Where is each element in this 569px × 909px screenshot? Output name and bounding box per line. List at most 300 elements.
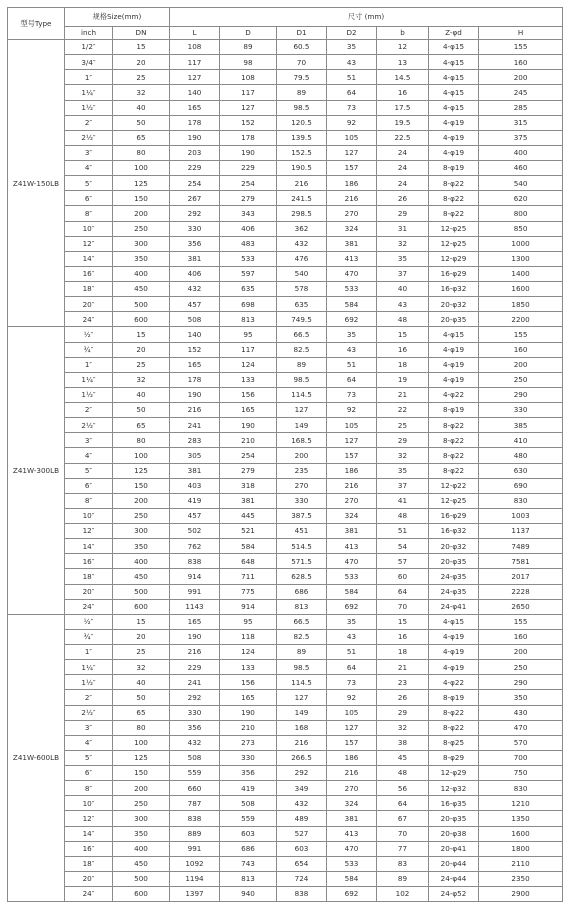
cell-inch: 5″: [65, 750, 113, 765]
cell-z-d: 16-φ32: [429, 524, 479, 539]
table-row: [8, 781, 563, 796]
table-row: [8, 750, 563, 765]
cell-d2: 64: [327, 372, 377, 387]
col-header-inch: inch: [65, 27, 113, 40]
cell-d: 229: [220, 161, 277, 176]
cell-dn: 500: [113, 871, 170, 886]
cell-dn: 150: [113, 766, 170, 781]
cell-d2: 105: [327, 130, 377, 145]
cell-d: 686: [220, 841, 277, 856]
cell-d: 165: [220, 690, 277, 705]
cell-b: 102: [377, 887, 429, 902]
cell-d1: 349: [277, 781, 327, 796]
cell-dn: 450: [113, 569, 170, 584]
cell-z-d: 24-φ35: [429, 584, 479, 599]
cell-b: 17.5: [377, 100, 429, 115]
cell-z-d: 8-φ22: [429, 206, 479, 221]
cell-l: 203: [170, 145, 220, 160]
cell-d: 273: [220, 735, 277, 750]
cell-l: 838: [170, 554, 220, 569]
cell-dn: 350: [113, 539, 170, 554]
cell-d2: 105: [327, 705, 377, 720]
cell-inch: ½″: [65, 327, 113, 342]
cell-h: 850: [479, 221, 563, 236]
cell-d1: 270: [277, 478, 327, 493]
cell-dn: 125: [113, 176, 170, 191]
table-row: [8, 221, 563, 236]
cell-d1: 686: [277, 584, 327, 599]
cell-d1: 120.5: [277, 115, 327, 130]
table-row: [8, 70, 563, 85]
cell-l: 457: [170, 297, 220, 312]
cell-d: 190: [220, 145, 277, 160]
table-row: [8, 811, 563, 826]
cell-d2: 533: [327, 569, 377, 584]
model-cell: Z41W-150LB: [8, 40, 65, 327]
table-row: [8, 599, 563, 614]
cell-d1: 216: [277, 735, 327, 750]
cell-h: 155: [479, 614, 563, 629]
cell-b: 83: [377, 856, 429, 871]
cell-z-d: 24-φ52: [429, 887, 479, 902]
cell-d: 279: [220, 191, 277, 206]
cell-z-d: 4-φ15: [429, 327, 479, 342]
cell-z-d: 4-φ19: [429, 130, 479, 145]
cell-dn: 500: [113, 584, 170, 599]
cell-inch: 3/4″: [65, 55, 113, 70]
cell-d1: 241.5: [277, 191, 327, 206]
cell-d2: 470: [327, 841, 377, 856]
cell-dn: 150: [113, 478, 170, 493]
cell-h: 750: [479, 766, 563, 781]
cell-d2: 381: [327, 811, 377, 826]
table-row: [8, 539, 563, 554]
cell-b: 43: [377, 297, 429, 312]
cell-dn: 15: [113, 40, 170, 55]
cell-z-d: 4-φ19: [429, 645, 479, 660]
cell-dn: 40: [113, 387, 170, 402]
cell-z-d: 8-φ22: [429, 418, 479, 433]
cell-dn: 300: [113, 524, 170, 539]
cell-b: 16: [377, 85, 429, 100]
table-row: [8, 720, 563, 735]
cell-d: 533: [220, 251, 277, 266]
cell-h: 290: [479, 387, 563, 402]
cell-dn: 32: [113, 660, 170, 675]
cell-dn: 400: [113, 841, 170, 856]
cell-l: 178: [170, 115, 220, 130]
cell-d: 813: [220, 871, 277, 886]
cell-h: 1210: [479, 796, 563, 811]
cell-b: 54: [377, 539, 429, 554]
cell-h: 630: [479, 463, 563, 478]
cell-b: 24: [377, 176, 429, 191]
cell-inch: 5″: [65, 463, 113, 478]
cell-d: 330: [220, 750, 277, 765]
table-row: [8, 448, 563, 463]
cell-d2: 64: [327, 85, 377, 100]
cell-dn: 350: [113, 826, 170, 841]
cell-b: 60: [377, 569, 429, 584]
cell-dn: 25: [113, 357, 170, 372]
cell-z-d: 8-φ22: [429, 720, 479, 735]
cell-z-d: 8-φ22: [429, 191, 479, 206]
cell-inch: ¾″: [65, 342, 113, 357]
cell-z-d: 20-φ44: [429, 856, 479, 871]
cell-dn: 65: [113, 418, 170, 433]
cell-dn: 50: [113, 115, 170, 130]
table-row: [8, 130, 563, 145]
cell-dn: 100: [113, 448, 170, 463]
table-row: [8, 705, 563, 720]
cell-dn: 400: [113, 554, 170, 569]
cell-d1: 578: [277, 282, 327, 297]
cell-dn: 100: [113, 161, 170, 176]
cell-d: 381: [220, 493, 277, 508]
cell-h: 540: [479, 176, 563, 191]
cell-d1: 432: [277, 796, 327, 811]
cell-d: 210: [220, 720, 277, 735]
cell-l: 406: [170, 266, 220, 281]
cell-h: 480: [479, 448, 563, 463]
cell-h: 2017: [479, 569, 563, 584]
table-row: [8, 690, 563, 705]
cell-l: 140: [170, 327, 220, 342]
cell-d2: 51: [327, 645, 377, 660]
cell-b: 35: [377, 463, 429, 478]
cell-b: 70: [377, 826, 429, 841]
cell-dn: 200: [113, 206, 170, 221]
cell-dn: 200: [113, 781, 170, 796]
cell-b: 29: [377, 206, 429, 221]
cell-d1: 190.5: [277, 161, 327, 176]
cell-l: 216: [170, 403, 220, 418]
cell-inch: 20″: [65, 584, 113, 599]
cell-dn: 32: [113, 372, 170, 387]
cell-inch: 1″: [65, 645, 113, 660]
cell-inch: 1¼″: [65, 660, 113, 675]
cell-dn: 450: [113, 282, 170, 297]
cell-z-d: 20-φ32: [429, 539, 479, 554]
cell-b: 22: [377, 403, 429, 418]
table-row: [8, 660, 563, 675]
cell-z-d: 8-φ22: [429, 176, 479, 191]
cell-l: 356: [170, 720, 220, 735]
table-row: [8, 478, 563, 493]
cell-h: 285: [479, 100, 563, 115]
cell-d1: 149: [277, 705, 327, 720]
cell-d2: 584: [327, 584, 377, 599]
cell-d2: 584: [327, 297, 377, 312]
cell-d1: 149: [277, 418, 327, 433]
col-header-z-d: Z-φd: [429, 27, 479, 40]
cell-d2: 584: [327, 871, 377, 886]
cell-z-d: 16-φ29: [429, 266, 479, 281]
cell-dn: 20: [113, 629, 170, 644]
cell-z-d: 4-φ19: [429, 342, 479, 357]
cell-l: 267: [170, 191, 220, 206]
cell-l: 254: [170, 176, 220, 191]
cell-dn: 65: [113, 705, 170, 720]
size-header: 规格Size(mm): [65, 8, 170, 27]
cell-h: 385: [479, 418, 563, 433]
table-row: [8, 508, 563, 523]
cell-b: 12: [377, 40, 429, 55]
cell-inch: 5″: [65, 176, 113, 191]
table-row: [8, 614, 563, 629]
cell-inch: 8″: [65, 781, 113, 796]
cell-l: 762: [170, 539, 220, 554]
cell-z-d: 8-φ19: [429, 161, 479, 176]
col-header-d2: D2: [327, 27, 377, 40]
cell-inch: 2½″: [65, 418, 113, 433]
table-row: [8, 403, 563, 418]
cell-b: 37: [377, 266, 429, 281]
cell-d: 210: [220, 433, 277, 448]
cell-d2: 105: [327, 418, 377, 433]
cell-l: 419: [170, 493, 220, 508]
cell-d: 254: [220, 448, 277, 463]
cell-h: 200: [479, 645, 563, 660]
cell-d: 603: [220, 826, 277, 841]
cell-d1: 266.5: [277, 750, 327, 765]
cell-d1: 362: [277, 221, 327, 236]
cell-l: 229: [170, 161, 220, 176]
cell-l: 502: [170, 524, 220, 539]
cell-d1: 60.5: [277, 40, 327, 55]
cell-z-d: 4-φ15: [429, 614, 479, 629]
cell-z-d: 24-φ35: [429, 569, 479, 584]
cell-h: 250: [479, 372, 563, 387]
cell-d1: 152.5: [277, 145, 327, 160]
cell-h: 245: [479, 85, 563, 100]
cell-z-d: 4-φ15: [429, 55, 479, 70]
cell-l: 1143: [170, 599, 220, 614]
cell-d: 190: [220, 705, 277, 720]
cell-l: 283: [170, 433, 220, 448]
cell-inch: 8″: [65, 206, 113, 221]
cell-dn: 250: [113, 796, 170, 811]
cell-h: 400: [479, 145, 563, 160]
cell-z-d: 12-φ22: [429, 478, 479, 493]
cell-z-d: 4-φ19: [429, 660, 479, 675]
cell-z-d: 4-φ19: [429, 629, 479, 644]
table-row: [8, 675, 563, 690]
cell-h: 160: [479, 342, 563, 357]
cell-d: 95: [220, 614, 277, 629]
cell-l: 178: [170, 372, 220, 387]
cell-b: 70: [377, 599, 429, 614]
cell-d2: 692: [327, 887, 377, 902]
cell-dn: 250: [113, 221, 170, 236]
cell-b: 24: [377, 161, 429, 176]
cell-h: 1600: [479, 282, 563, 297]
cell-b: 57: [377, 554, 429, 569]
cell-inch: 14″: [65, 826, 113, 841]
table-row: [8, 372, 563, 387]
cell-b: 77: [377, 841, 429, 856]
table-row: [8, 327, 563, 342]
cell-b: 23: [377, 675, 429, 690]
cell-b: 64: [377, 584, 429, 599]
cell-d1: 82.5: [277, 342, 327, 357]
cell-dn: 32: [113, 85, 170, 100]
cell-inch: 1½″: [65, 675, 113, 690]
cell-d1: 139.5: [277, 130, 327, 145]
cell-l: 559: [170, 766, 220, 781]
cell-l: 356: [170, 236, 220, 251]
cell-inch: 3″: [65, 433, 113, 448]
cell-h: 1137: [479, 524, 563, 539]
cell-d1: 89: [277, 645, 327, 660]
cell-l: 190: [170, 629, 220, 644]
cell-d1: 168.5: [277, 433, 327, 448]
col-header-d: D: [220, 27, 277, 40]
cell-d2: 92: [327, 690, 377, 705]
cell-inch: 16″: [65, 841, 113, 856]
cell-d2: 157: [327, 735, 377, 750]
cell-d2: 157: [327, 161, 377, 176]
cell-inch: 1/2″: [65, 40, 113, 55]
cell-z-d: 20-φ38: [429, 826, 479, 841]
cell-d: 133: [220, 372, 277, 387]
cell-b: 45: [377, 750, 429, 765]
cell-d1: 432: [277, 236, 327, 251]
cell-l: 991: [170, 584, 220, 599]
cell-d: 597: [220, 266, 277, 281]
cell-inch: 24″: [65, 599, 113, 614]
cell-inch: 2½″: [65, 130, 113, 145]
cell-l: 140: [170, 85, 220, 100]
cell-h: 290: [479, 675, 563, 690]
table-row: [8, 312, 563, 327]
cell-dn: 50: [113, 403, 170, 418]
cell-d1: 527: [277, 826, 327, 841]
cell-z-d: 4-φ19: [429, 145, 479, 160]
cell-d: 775: [220, 584, 277, 599]
cell-z-d: 12-φ25: [429, 236, 479, 251]
table-row: [8, 145, 563, 160]
cell-dn: 50: [113, 690, 170, 705]
model-cell: Z41W-600LB: [8, 614, 65, 901]
table-row: [8, 40, 563, 55]
cell-d: 89: [220, 40, 277, 55]
cell-d2: 324: [327, 221, 377, 236]
cell-d: 445: [220, 508, 277, 523]
cell-d: 108: [220, 70, 277, 85]
cell-d: 406: [220, 221, 277, 236]
cell-d1: 82.5: [277, 629, 327, 644]
cell-inch: 10″: [65, 796, 113, 811]
cell-inch: 1¼″: [65, 85, 113, 100]
cell-dn: 80: [113, 145, 170, 160]
cell-d1: 724: [277, 871, 327, 886]
cell-dn: 25: [113, 70, 170, 85]
cell-z-d: 8-φ22: [429, 433, 479, 448]
cell-z-d: 8-φ22: [429, 705, 479, 720]
cell-d2: 533: [327, 856, 377, 871]
cell-h: 200: [479, 70, 563, 85]
cell-inch: 6″: [65, 766, 113, 781]
cell-h: 200: [479, 357, 563, 372]
cell-l: 1397: [170, 887, 220, 902]
cell-d: 133: [220, 660, 277, 675]
cell-d: 635: [220, 282, 277, 297]
cell-d1: 66.5: [277, 614, 327, 629]
cell-b: 18: [377, 357, 429, 372]
cell-l: 1092: [170, 856, 220, 871]
cell-z-d: 4-φ19: [429, 372, 479, 387]
cell-z-d: 4-φ22: [429, 387, 479, 402]
cell-inch: 2½″: [65, 705, 113, 720]
cell-l: 991: [170, 841, 220, 856]
cell-l: 241: [170, 418, 220, 433]
cell-d2: 73: [327, 387, 377, 402]
cell-inch: 18″: [65, 856, 113, 871]
table-row: [8, 629, 563, 644]
cell-d: 813: [220, 312, 277, 327]
cell-dn: 25: [113, 645, 170, 660]
cell-d: 743: [220, 856, 277, 871]
cell-d2: 127: [327, 145, 377, 160]
cell-b: 32: [377, 448, 429, 463]
cell-b: 32: [377, 720, 429, 735]
col-header-h: H: [479, 27, 563, 40]
cell-d: 156: [220, 387, 277, 402]
cell-inch: 16″: [65, 554, 113, 569]
cell-z-d: 24-φ41: [429, 599, 479, 614]
cell-h: 2110: [479, 856, 563, 871]
cell-b: 35: [377, 251, 429, 266]
cell-d1: 89: [277, 357, 327, 372]
cell-h: 7581: [479, 554, 563, 569]
cell-inch: 14″: [65, 251, 113, 266]
cell-l: 216: [170, 645, 220, 660]
table-row: [8, 85, 563, 100]
cell-h: 155: [479, 327, 563, 342]
cell-d1: 216: [277, 176, 327, 191]
cell-l: 292: [170, 206, 220, 221]
table-row: [8, 766, 563, 781]
cell-l: 787: [170, 796, 220, 811]
cell-inch: 12″: [65, 524, 113, 539]
cell-d: 127: [220, 100, 277, 115]
cell-h: 410: [479, 433, 563, 448]
cell-d1: 838: [277, 887, 327, 902]
cell-l: 838: [170, 811, 220, 826]
dimensions-header: 尺寸 (mm): [170, 8, 563, 27]
cell-h: 2650: [479, 599, 563, 614]
table-row: [8, 493, 563, 508]
cell-b: 64: [377, 796, 429, 811]
cell-d1: 387.5: [277, 508, 327, 523]
cell-dn: 500: [113, 297, 170, 312]
cell-d: 914: [220, 599, 277, 614]
cell-h: 250: [479, 660, 563, 675]
cell-d: 156: [220, 675, 277, 690]
cell-d: 343: [220, 206, 277, 221]
cell-inch: 24″: [65, 312, 113, 327]
cell-z-d: 8-φ25: [429, 735, 479, 750]
cell-h: 2350: [479, 871, 563, 886]
table-row: [8, 297, 563, 312]
cell-l: 229: [170, 660, 220, 675]
col-header-l: L: [170, 27, 220, 40]
cell-d: 165: [220, 403, 277, 418]
cell-l: 190: [170, 130, 220, 145]
cell-d: 117: [220, 85, 277, 100]
cell-d2: 73: [327, 100, 377, 115]
